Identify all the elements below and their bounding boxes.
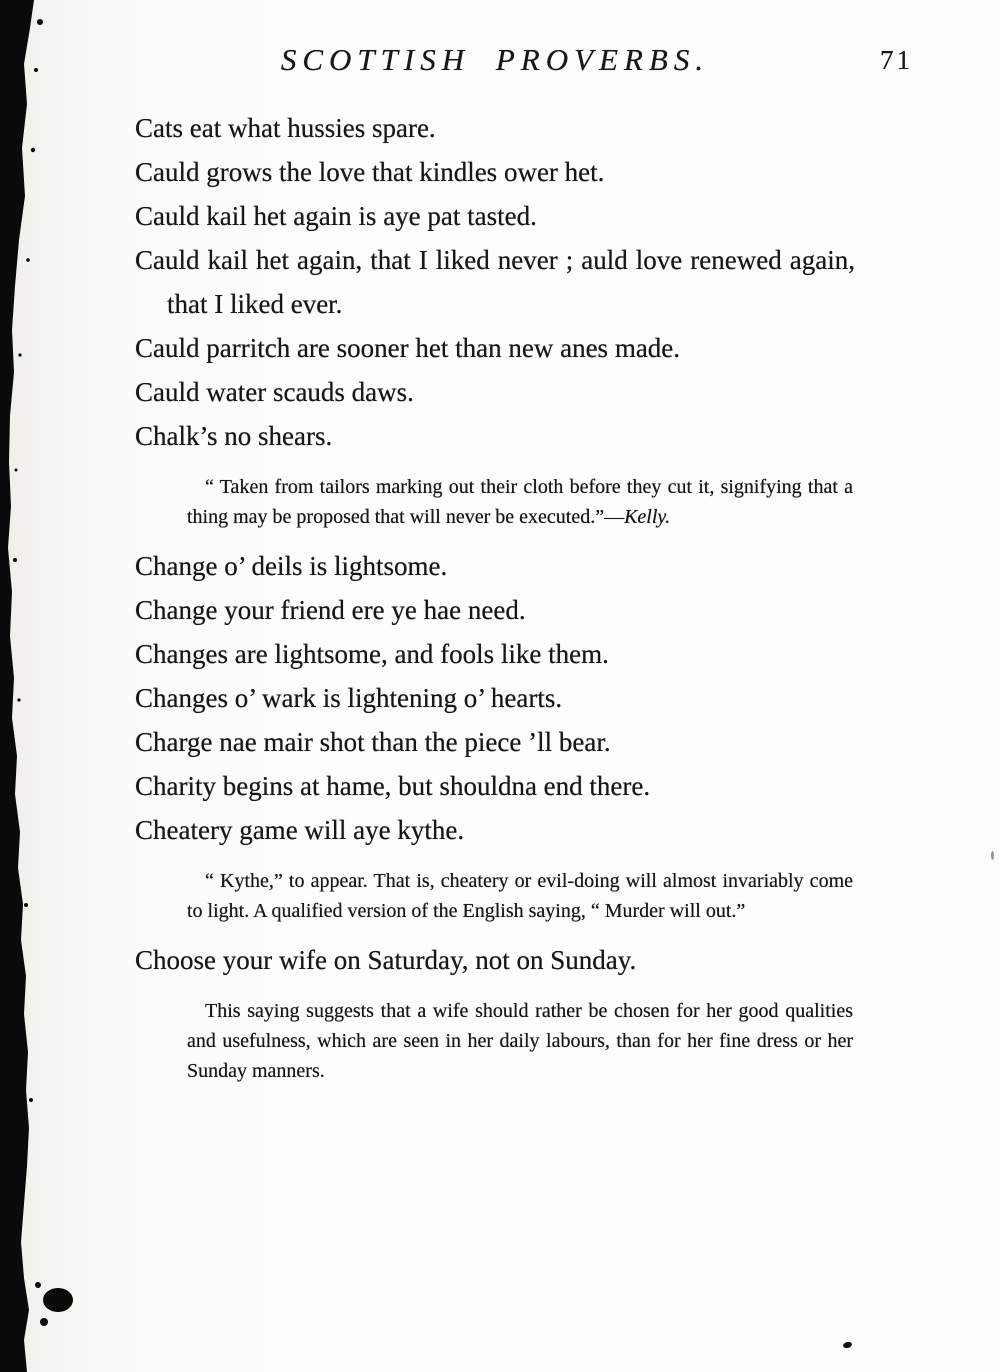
proverb-line: Cauld water scauds daws. — [135, 377, 414, 407]
proverb-line: Cheatery game will aye kythe. — [135, 815, 465, 845]
running-head-title: SCOTTISH PROVERBS. — [280, 42, 710, 77]
proverb-line: Charity begins at hame, but shouldna end there. — [135, 771, 651, 801]
note-text: “ Taken from tailors marking out their cloth before they cut it, signifying that a thing may be proposed that will never be executed.”— — [187, 476, 853, 528]
commentary-note — [187, 472, 853, 532]
proverb-line: Cats eat what hussies spare. — [135, 113, 436, 143]
proverb-line: Cauld kail het again, that I liked never ; auld love renewed again, that I liked ever. — [135, 245, 855, 319]
scan-ink-speck — [991, 851, 994, 860]
commentary-note: “ Kythe,” to appear. That is, cheatery or evil-doing will almost invariably come to light. A qualified version of the English saying, “ Murder will out.” — [187, 870, 853, 922]
proverb-line: Cauld parritch are sooner het than new anes made. — [135, 333, 681, 363]
proverb-line: Cauld kail het again is aye pat tasted. — [135, 201, 537, 231]
commentary-note: This saying suggests that a wife should rather be chosen for her good qualities and usefulness, which are seen in her daily labours, than for her fine dress or her Sunday manners. — [187, 1000, 853, 1082]
proverb-line: Changes o’ wark is lightening o’ hearts. — [135, 683, 563, 713]
scan-binding-edge — [0, 0, 100, 1372]
proverb-line: Chalk’s no shears. — [135, 421, 333, 451]
page-header — [135, 42, 913, 78]
page-body — [135, 106, 855, 1098]
proverb-line: Charge nae mair shot than the piece ’ll bear. — [135, 727, 611, 757]
note-attribution: Kelly. — [624, 506, 671, 528]
proverb-line: Choose your wife on Saturday, not on Sunday. — [135, 945, 637, 975]
proverb-line: Cauld grows the love that kindles ower het. — [135, 157, 605, 187]
proverb-line: Changes are lightsome, and fools like them. — [135, 639, 609, 669]
scan-ink-speck — [842, 1341, 852, 1349]
proverb-line: Change o’ deils is lightsome. — [135, 551, 448, 581]
proverb-line: Change your friend ere ye hae need. — [135, 595, 526, 625]
page-number: 71 — [880, 45, 913, 75]
